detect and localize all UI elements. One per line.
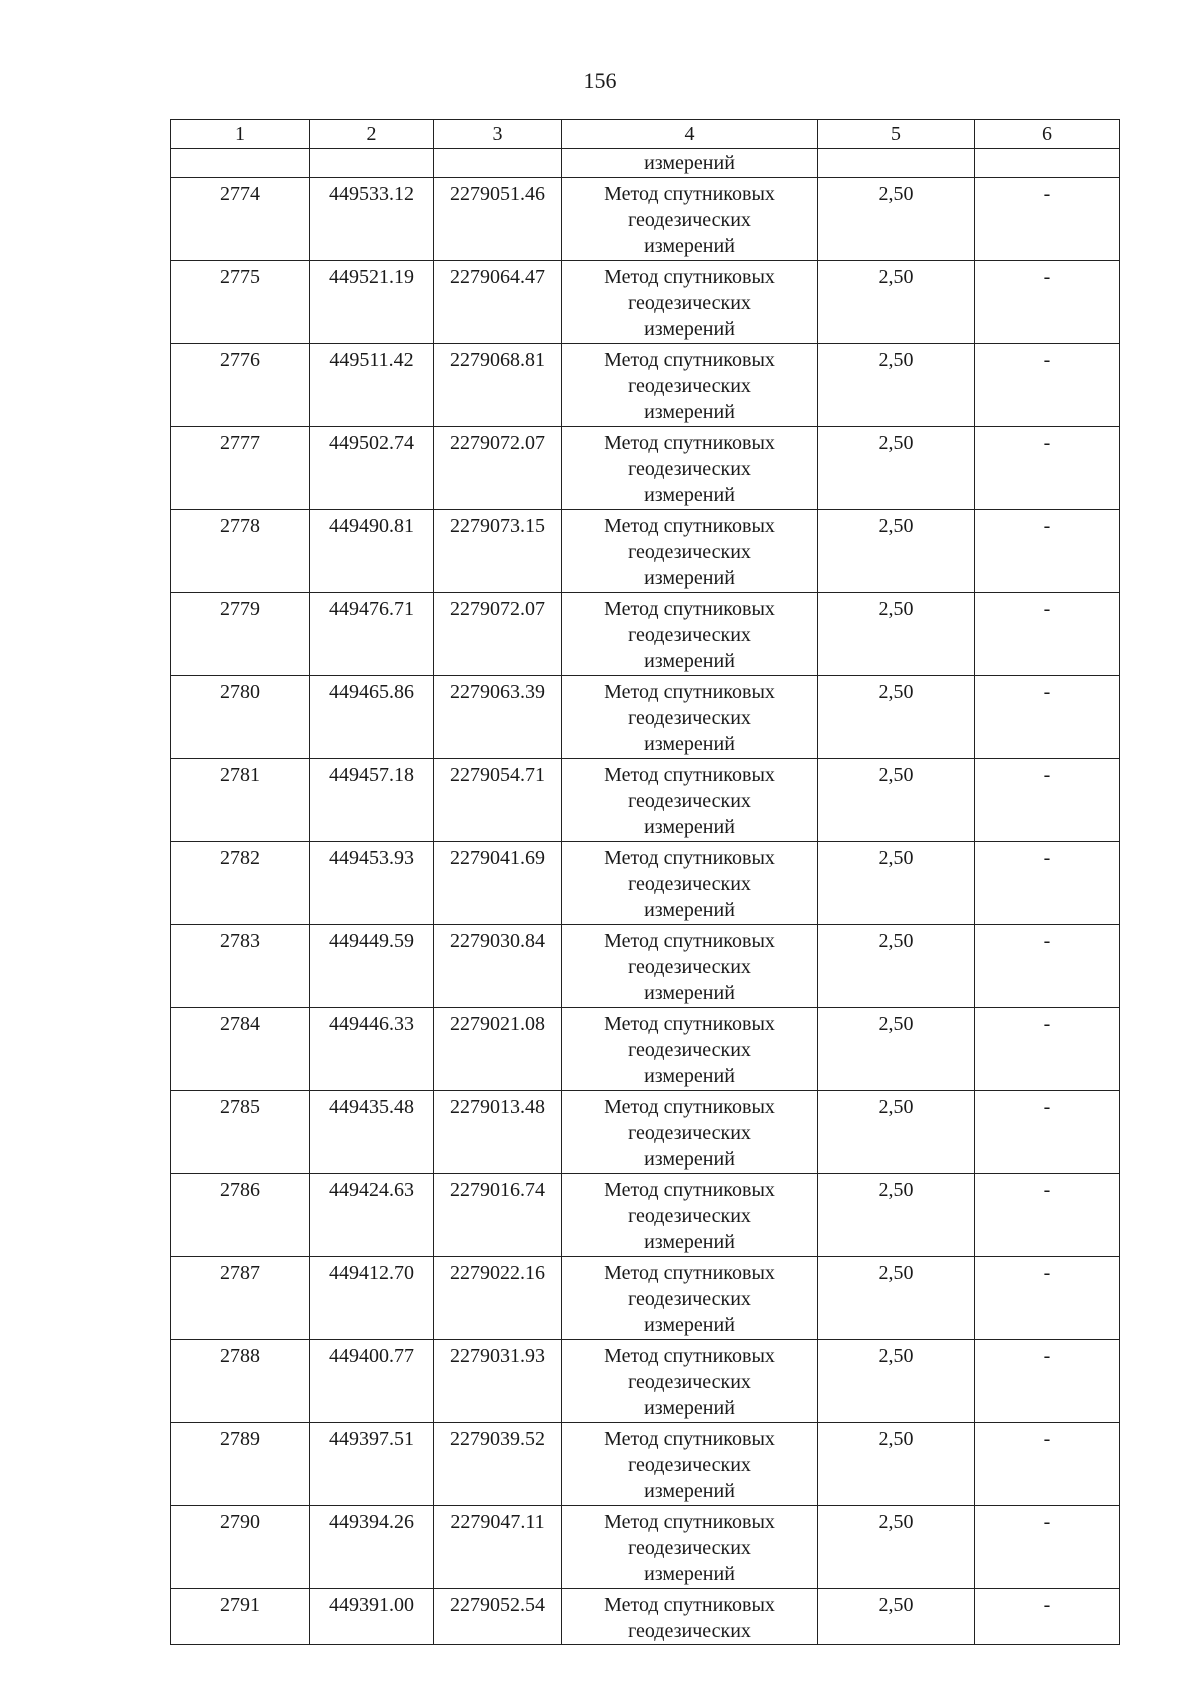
empty-cell [975,149,1120,178]
empty-cell [171,149,310,178]
empty-cell [310,149,434,178]
method-cell [562,1008,818,1091]
method-text-line: измерений [644,567,735,589]
method-cell [562,1589,818,1645]
accuracy-cell: 2,50 [818,1257,975,1340]
x-coordinate-cell: 449394.26 [310,1506,434,1589]
method-text-line: Метод спутниковых [604,349,775,371]
table-row [171,178,1120,261]
table-row [171,1008,1120,1091]
method-text-line: Метод спутниковых [604,266,775,288]
method-text-line: геодезических [628,1454,751,1476]
x-coordinate-cell: 449476.71 [310,593,434,676]
empty-cell [818,149,975,178]
note-cell: - [975,1506,1120,1589]
method-text-line: геодезических [628,1039,751,1061]
point-number-cell: 2776 [171,344,310,427]
point-number-cell: 2786 [171,1174,310,1257]
method-cell [562,178,818,261]
y-coordinate-cell: 2279031.93 [434,1340,562,1423]
method-cell [562,1174,818,1257]
page-number: 156 [583,68,617,93]
method-text-line: Метод спутниковых [604,1262,775,1284]
accuracy-cell: 2,50 [818,1008,975,1091]
table-row [171,261,1120,344]
column-header: 1 [171,120,310,149]
column-header: 4 [562,120,818,149]
accuracy-cell: 2,50 [818,676,975,759]
accuracy-cell: 2,50 [818,1340,975,1423]
method-cell [562,1340,818,1423]
y-coordinate-cell: 2279021.08 [434,1008,562,1091]
y-coordinate-cell: 2279073.15 [434,510,562,593]
method-cell [562,1506,818,1589]
note-cell: - [975,925,1120,1008]
method-text-line: измерений [644,318,735,340]
table-row [171,1589,1120,1645]
method-cell [562,593,818,676]
table-row [171,1257,1120,1340]
x-coordinate-cell: 449412.70 [310,1257,434,1340]
method-cell: измерений [562,149,818,178]
column-header: 3 [434,120,562,149]
y-coordinate-cell: 2279063.39 [434,676,562,759]
point-number-cell: 2777 [171,427,310,510]
note-cell: - [975,1423,1120,1506]
x-coordinate-cell: 449449.59 [310,925,434,1008]
method-cell [562,1423,818,1506]
method-text-line: Метод спутниковых [604,764,775,786]
note-cell: - [975,1340,1120,1423]
y-coordinate-cell: 2279047.11 [434,1506,562,1589]
method-cell [562,925,818,1008]
note-cell: - [975,1257,1120,1340]
method-text-line: геодезических [628,209,751,231]
note-cell: - [975,344,1120,427]
method-text-line: геодезических [628,1288,751,1310]
coordinates-table [170,119,1120,1645]
method-text-line: Метод спутниковых [604,598,775,620]
method-text-line: геодезических [628,624,751,646]
y-coordinate-cell: 2279016.74 [434,1174,562,1257]
note-cell: - [975,427,1120,510]
accuracy-cell: 2,50 [818,510,975,593]
point-number-cell: 2791 [171,1589,310,1645]
note-cell: - [975,759,1120,842]
table-row [171,1174,1120,1257]
y-coordinate-cell: 2279054.71 [434,759,562,842]
method-text-line: геодезических [628,375,751,397]
table-row [171,925,1120,1008]
accuracy-cell: 2,50 [818,1589,975,1645]
point-number-cell: 2780 [171,676,310,759]
accuracy-cell: 2,50 [818,1423,975,1506]
point-number-cell: 2778 [171,510,310,593]
point-number-cell: 2774 [171,178,310,261]
note-cell: - [975,842,1120,925]
method-text-line: измерений [644,733,735,755]
method-text-line: геодезических [628,1537,751,1559]
table-header-row [171,120,1120,149]
method-text-line: геодезических [628,1371,751,1393]
note-cell: - [975,1008,1120,1091]
method-text-line: геодезических [628,541,751,563]
method-text-line: геодезических [628,292,751,314]
column-header: 6 [975,120,1120,149]
x-coordinate-cell: 449533.12 [310,178,434,261]
y-coordinate-cell: 2279064.47 [434,261,562,344]
point-number-cell: 2775 [171,261,310,344]
note-cell: - [975,510,1120,593]
point-number-cell: 2782 [171,842,310,925]
method-cell [562,344,818,427]
method-text-line: измерений [644,650,735,672]
y-coordinate-cell: 2279030.84 [434,925,562,1008]
table-row [171,676,1120,759]
method-text-line: геодезических [628,790,751,812]
y-coordinate-cell: 2279052.54 [434,1589,562,1645]
method-cell [562,1091,818,1174]
method-text-line: Метод спутниковых [604,847,775,869]
method-text-line: измерений [644,1148,735,1170]
method-text-line: измерений [644,899,735,921]
y-coordinate-cell: 2279022.16 [434,1257,562,1340]
x-coordinate-cell: 449511.42 [310,344,434,427]
method-cell [562,759,818,842]
point-number-cell: 2790 [171,1506,310,1589]
method-text-line: измерений [644,1480,735,1502]
note-cell: - [975,178,1120,261]
x-coordinate-cell: 449502.74 [310,427,434,510]
method-text-line: геодезических [628,1205,751,1227]
method-text-line: измерений [644,235,735,257]
method-text-line: измерений [644,1397,735,1419]
method-text-line: Метод спутниковых [604,183,775,205]
x-coordinate-cell: 449400.77 [310,1340,434,1423]
accuracy-cell: 2,50 [818,759,975,842]
method-text-line: геодезических [628,707,751,729]
table-row [171,759,1120,842]
method-text-line: Метод спутниковых [604,1594,775,1616]
method-text-line: Метод спутниковых [604,1179,775,1201]
point-number-cell: 2787 [171,1257,310,1340]
table-row [171,344,1120,427]
x-coordinate-cell: 449465.86 [310,676,434,759]
method-cell [562,510,818,593]
table-row [171,427,1120,510]
method-text-line: измерений [644,1314,735,1336]
note-cell: - [975,1174,1120,1257]
column-header: 2 [310,120,434,149]
method-text-line: геодезических [628,1620,751,1642]
method-text-line: измерений [644,484,735,506]
note-cell: - [975,593,1120,676]
method-cell [562,1257,818,1340]
x-coordinate-cell: 449391.00 [310,1589,434,1645]
method-cell [562,427,818,510]
method-text-line: Метод спутниковых [604,1511,775,1533]
method-text-line: измерений [644,1231,735,1253]
method-cell [562,261,818,344]
method-text-line: Метод спутниковых [604,681,775,703]
method-cell [562,842,818,925]
accuracy-cell: 2,50 [818,427,975,510]
method-text-line: Метод спутниковых [604,515,775,537]
y-coordinate-cell: 2279051.46 [434,178,562,261]
x-coordinate-cell: 449424.63 [310,1174,434,1257]
accuracy-cell: 2,50 [818,261,975,344]
accuracy-cell: 2,50 [818,1506,975,1589]
accuracy-cell: 2,50 [818,1091,975,1174]
empty-cell [434,149,562,178]
method-text-line: измерений [644,401,735,423]
x-coordinate-cell: 449397.51 [310,1423,434,1506]
table-row [171,510,1120,593]
x-coordinate-cell: 449521.19 [310,261,434,344]
method-text-line: геодезических [628,1122,751,1144]
accuracy-cell: 2,50 [818,344,975,427]
method-text-line: Метод спутниковых [604,1096,775,1118]
accuracy-cell: 2,50 [818,925,975,1008]
y-coordinate-cell: 2279072.07 [434,427,562,510]
table-row [171,1340,1120,1423]
note-cell: - [975,1091,1120,1174]
point-number-cell: 2784 [171,1008,310,1091]
continuation-row [171,149,1120,178]
accuracy-cell: 2,50 [818,1174,975,1257]
y-coordinate-cell: 2279039.52 [434,1423,562,1506]
table-row [171,1506,1120,1589]
accuracy-cell: 2,50 [818,842,975,925]
method-text-line: измерений [644,982,735,1004]
method-text-line: Метод спутниковых [604,432,775,454]
method-cell [562,676,818,759]
method-text-line: измерений [644,1065,735,1087]
y-coordinate-cell: 2279068.81 [434,344,562,427]
table-row [171,593,1120,676]
note-cell: - [975,676,1120,759]
point-number-cell: 2779 [171,593,310,676]
y-coordinate-cell: 2279013.48 [434,1091,562,1174]
method-text-line: измерений [644,816,735,838]
point-number-cell: 2788 [171,1340,310,1423]
point-number-cell: 2789 [171,1423,310,1506]
method-text-line: геодезических [628,956,751,978]
accuracy-cell: 2,50 [818,178,975,261]
point-number-cell: 2785 [171,1091,310,1174]
method-text-line: Метод спутниковых [604,1345,775,1367]
method-text-line: геодезических [628,873,751,895]
method-text-line: Метод спутниковых [604,930,775,952]
method-text-line: Метод спутниковых [604,1428,775,1450]
x-coordinate-cell: 449435.48 [310,1091,434,1174]
method-text-line: измерений [644,1563,735,1585]
y-coordinate-cell: 2279072.07 [434,593,562,676]
x-coordinate-cell: 449457.18 [310,759,434,842]
note-cell: - [975,1589,1120,1645]
table-row [171,842,1120,925]
point-number-cell: 2783 [171,925,310,1008]
method-text-line: геодезических [628,458,751,480]
table-row [171,1423,1120,1506]
x-coordinate-cell: 449446.33 [310,1008,434,1091]
x-coordinate-cell: 449490.81 [310,510,434,593]
accuracy-cell: 2,50 [818,593,975,676]
x-coordinate-cell: 449453.93 [310,842,434,925]
y-coordinate-cell: 2279041.69 [434,842,562,925]
note-cell: - [975,261,1120,344]
point-number-cell: 2781 [171,759,310,842]
table-row [171,1091,1120,1174]
column-header: 5 [818,120,975,149]
method-text-line: Метод спутниковых [604,1013,775,1035]
